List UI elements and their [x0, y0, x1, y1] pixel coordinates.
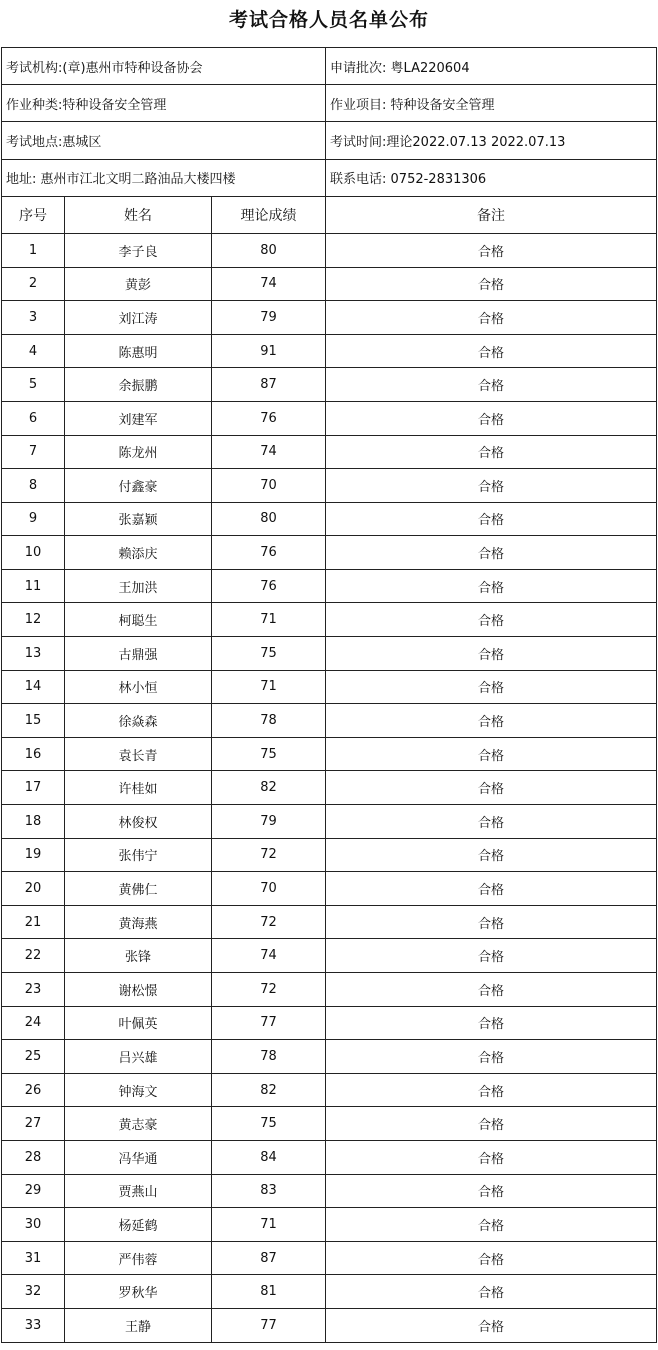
row-name: 贾燕山 [65, 1174, 212, 1208]
row-seq: 30 [2, 1208, 65, 1242]
row-remark: 合格 [326, 435, 657, 469]
row-remark: 合格 [326, 401, 657, 435]
table-row [2, 603, 657, 637]
row-score: 77 [212, 1006, 326, 1040]
table-row [2, 1107, 657, 1141]
row-name: 严伟蓉 [65, 1241, 212, 1275]
row-remark: 合格 [326, 502, 657, 536]
row-name: 杨延鹤 [65, 1208, 212, 1242]
row-seq: 5 [2, 368, 65, 402]
row-score: 75 [212, 637, 326, 671]
row-remark: 合格 [326, 704, 657, 738]
row-remark: 合格 [326, 838, 657, 872]
row-score: 70 [212, 872, 326, 906]
row-seq: 1 [2, 233, 65, 267]
row-score: 82 [212, 1073, 326, 1107]
row-remark: 合格 [326, 805, 657, 839]
row-remark: 合格 [326, 1241, 657, 1275]
contact-phone: 联系电话: 0752-2831306 [326, 159, 657, 196]
row-score: 87 [212, 1241, 326, 1275]
row-score: 74 [212, 435, 326, 469]
row-remark: 合格 [326, 1140, 657, 1174]
row-name: 古鼎强 [65, 637, 212, 671]
info-row-3 [2, 122, 657, 159]
row-seq: 20 [2, 872, 65, 906]
table-row [2, 267, 657, 301]
row-remark: 合格 [326, 233, 657, 267]
table-row [2, 905, 657, 939]
row-score: 71 [212, 603, 326, 637]
row-seq: 21 [2, 905, 65, 939]
table-row [2, 704, 657, 738]
table-row [2, 939, 657, 973]
row-seq: 23 [2, 973, 65, 1007]
row-seq: 32 [2, 1275, 65, 1309]
row-name: 黄佛仁 [65, 872, 212, 906]
row-score: 83 [212, 1174, 326, 1208]
table-row [2, 1006, 657, 1040]
row-name: 许桂如 [65, 771, 212, 805]
row-name: 吕兴雄 [65, 1040, 212, 1074]
row-seq: 8 [2, 469, 65, 503]
row-name: 陈龙州 [65, 435, 212, 469]
header-remark: 备注 [326, 196, 657, 233]
row-score: 72 [212, 838, 326, 872]
row-seq: 7 [2, 435, 65, 469]
results-table [1, 47, 657, 1343]
work-project: 作业项目: 特种设备安全管理 [326, 85, 657, 122]
exam-place: 考试地点:惠城区 [2, 122, 326, 159]
row-seq: 14 [2, 670, 65, 704]
header-score: 理论成绩 [212, 196, 326, 233]
row-score: 84 [212, 1140, 326, 1174]
row-name: 赖添庆 [65, 536, 212, 570]
results-table-body [2, 48, 657, 1343]
row-seq: 9 [2, 502, 65, 536]
table-row [2, 536, 657, 570]
application-batch: 申请批次: 粤LA220604 [326, 48, 657, 85]
row-score: 71 [212, 670, 326, 704]
row-seq: 15 [2, 704, 65, 738]
row-remark: 合格 [326, 637, 657, 671]
row-score: 74 [212, 939, 326, 973]
table-row [2, 401, 657, 435]
row-remark: 合格 [326, 771, 657, 805]
table-row [2, 334, 657, 368]
row-remark: 合格 [326, 670, 657, 704]
row-remark: 合格 [326, 1107, 657, 1141]
row-seq: 6 [2, 401, 65, 435]
row-name: 黄彭 [65, 267, 212, 301]
row-name: 刘建军 [65, 401, 212, 435]
row-seq: 26 [2, 1073, 65, 1107]
row-seq: 25 [2, 1040, 65, 1074]
row-seq: 12 [2, 603, 65, 637]
row-name: 陈惠明 [65, 334, 212, 368]
address: 地址: 惠州市江北文明二路油品大楼四楼 [2, 159, 326, 196]
row-remark: 合格 [326, 301, 657, 335]
info-row-1 [2, 48, 657, 85]
row-seq: 4 [2, 334, 65, 368]
row-score: 91 [212, 334, 326, 368]
row-seq: 33 [2, 1308, 65, 1342]
row-score: 72 [212, 973, 326, 1007]
row-score: 87 [212, 368, 326, 402]
row-name: 李子良 [65, 233, 212, 267]
row-seq: 17 [2, 771, 65, 805]
row-remark: 合格 [326, 973, 657, 1007]
row-score: 79 [212, 805, 326, 839]
info-row-4 [2, 159, 657, 196]
row-seq: 27 [2, 1107, 65, 1141]
table-row [2, 233, 657, 267]
table-row [2, 469, 657, 503]
table-row [2, 771, 657, 805]
row-score: 70 [212, 469, 326, 503]
row-name: 谢松憬 [65, 973, 212, 1007]
row-score: 76 [212, 536, 326, 570]
table-row [2, 1040, 657, 1074]
row-score: 80 [212, 233, 326, 267]
row-seq: 19 [2, 838, 65, 872]
table-row [2, 637, 657, 671]
row-seq: 13 [2, 637, 65, 671]
row-score: 76 [212, 569, 326, 603]
row-name: 王加洪 [65, 569, 212, 603]
row-remark: 合格 [326, 1275, 657, 1309]
table-header-row [2, 196, 657, 233]
row-name: 张锋 [65, 939, 212, 973]
info-row-2 [2, 85, 657, 122]
table-row [2, 872, 657, 906]
exam-time: 考试时间:理论2022.07.13 2022.07.13 [326, 122, 657, 159]
row-remark: 合格 [326, 569, 657, 603]
row-seq: 16 [2, 737, 65, 771]
table-row [2, 502, 657, 536]
row-remark: 合格 [326, 872, 657, 906]
row-name: 袁长青 [65, 737, 212, 771]
row-score: 82 [212, 771, 326, 805]
row-seq: 11 [2, 569, 65, 603]
row-score: 76 [212, 401, 326, 435]
row-score: 79 [212, 301, 326, 335]
row-seq: 24 [2, 1006, 65, 1040]
row-remark: 合格 [326, 737, 657, 771]
row-name: 林俊权 [65, 805, 212, 839]
row-remark: 合格 [326, 1006, 657, 1040]
row-remark: 合格 [326, 1174, 657, 1208]
row-seq: 2 [2, 267, 65, 301]
row-remark: 合格 [326, 469, 657, 503]
row-score: 75 [212, 737, 326, 771]
row-remark: 合格 [326, 905, 657, 939]
table-row [2, 838, 657, 872]
row-remark: 合格 [326, 939, 657, 973]
row-name: 张伟宁 [65, 838, 212, 872]
row-name: 张嘉颖 [65, 502, 212, 536]
table-row [2, 368, 657, 402]
row-name: 刘江涛 [65, 301, 212, 335]
row-seq: 28 [2, 1140, 65, 1174]
row-remark: 合格 [326, 1073, 657, 1107]
row-name: 徐焱森 [65, 704, 212, 738]
table-row [2, 1308, 657, 1342]
table-row [2, 737, 657, 771]
row-score: 77 [212, 1308, 326, 1342]
table-row [2, 301, 657, 335]
row-score: 74 [212, 267, 326, 301]
table-row [2, 1140, 657, 1174]
row-score: 78 [212, 704, 326, 738]
table-row [2, 569, 657, 603]
row-name: 黄志豪 [65, 1107, 212, 1141]
row-seq: 10 [2, 536, 65, 570]
row-score: 71 [212, 1208, 326, 1242]
row-name: 黄海燕 [65, 905, 212, 939]
table-row [2, 1275, 657, 1309]
table-row [2, 435, 657, 469]
row-remark: 合格 [326, 603, 657, 637]
table-row [2, 1208, 657, 1242]
row-name: 钟海文 [65, 1073, 212, 1107]
row-seq: 3 [2, 301, 65, 335]
table-row [2, 1241, 657, 1275]
table-row [2, 805, 657, 839]
row-seq: 18 [2, 805, 65, 839]
row-seq: 31 [2, 1241, 65, 1275]
row-seq: 29 [2, 1174, 65, 1208]
row-remark: 合格 [326, 334, 657, 368]
row-remark: 合格 [326, 536, 657, 570]
row-remark: 合格 [326, 1040, 657, 1074]
document-title: 考试合格人员名单公布 [228, 9, 429, 31]
row-score: 78 [212, 1040, 326, 1074]
row-name: 叶佩英 [65, 1006, 212, 1040]
row-name: 柯聪生 [65, 603, 212, 637]
row-seq: 22 [2, 939, 65, 973]
row-name: 林小恒 [65, 670, 212, 704]
table-row [2, 1174, 657, 1208]
row-name: 余振鹏 [65, 368, 212, 402]
row-score: 72 [212, 905, 326, 939]
row-score: 81 [212, 1275, 326, 1309]
row-remark: 合格 [326, 1208, 657, 1242]
table-row [2, 670, 657, 704]
row-name: 冯华通 [65, 1140, 212, 1174]
table-row [2, 973, 657, 1007]
work-type: 作业种类:特种设备安全管理 [2, 85, 326, 122]
row-remark: 合格 [326, 368, 657, 402]
row-remark: 合格 [326, 1308, 657, 1342]
row-name: 罗秋华 [65, 1275, 212, 1309]
table-row [2, 1073, 657, 1107]
row-name: 王静 [65, 1308, 212, 1342]
row-name: 付鑫豪 [65, 469, 212, 503]
row-score: 80 [212, 502, 326, 536]
row-remark: 合格 [326, 267, 657, 301]
header-name: 姓名 [65, 196, 212, 233]
exam-organization: 考试机构:(章)惠州市特种设备协会 [2, 48, 326, 85]
header-seq: 序号 [2, 196, 65, 233]
row-score: 75 [212, 1107, 326, 1141]
